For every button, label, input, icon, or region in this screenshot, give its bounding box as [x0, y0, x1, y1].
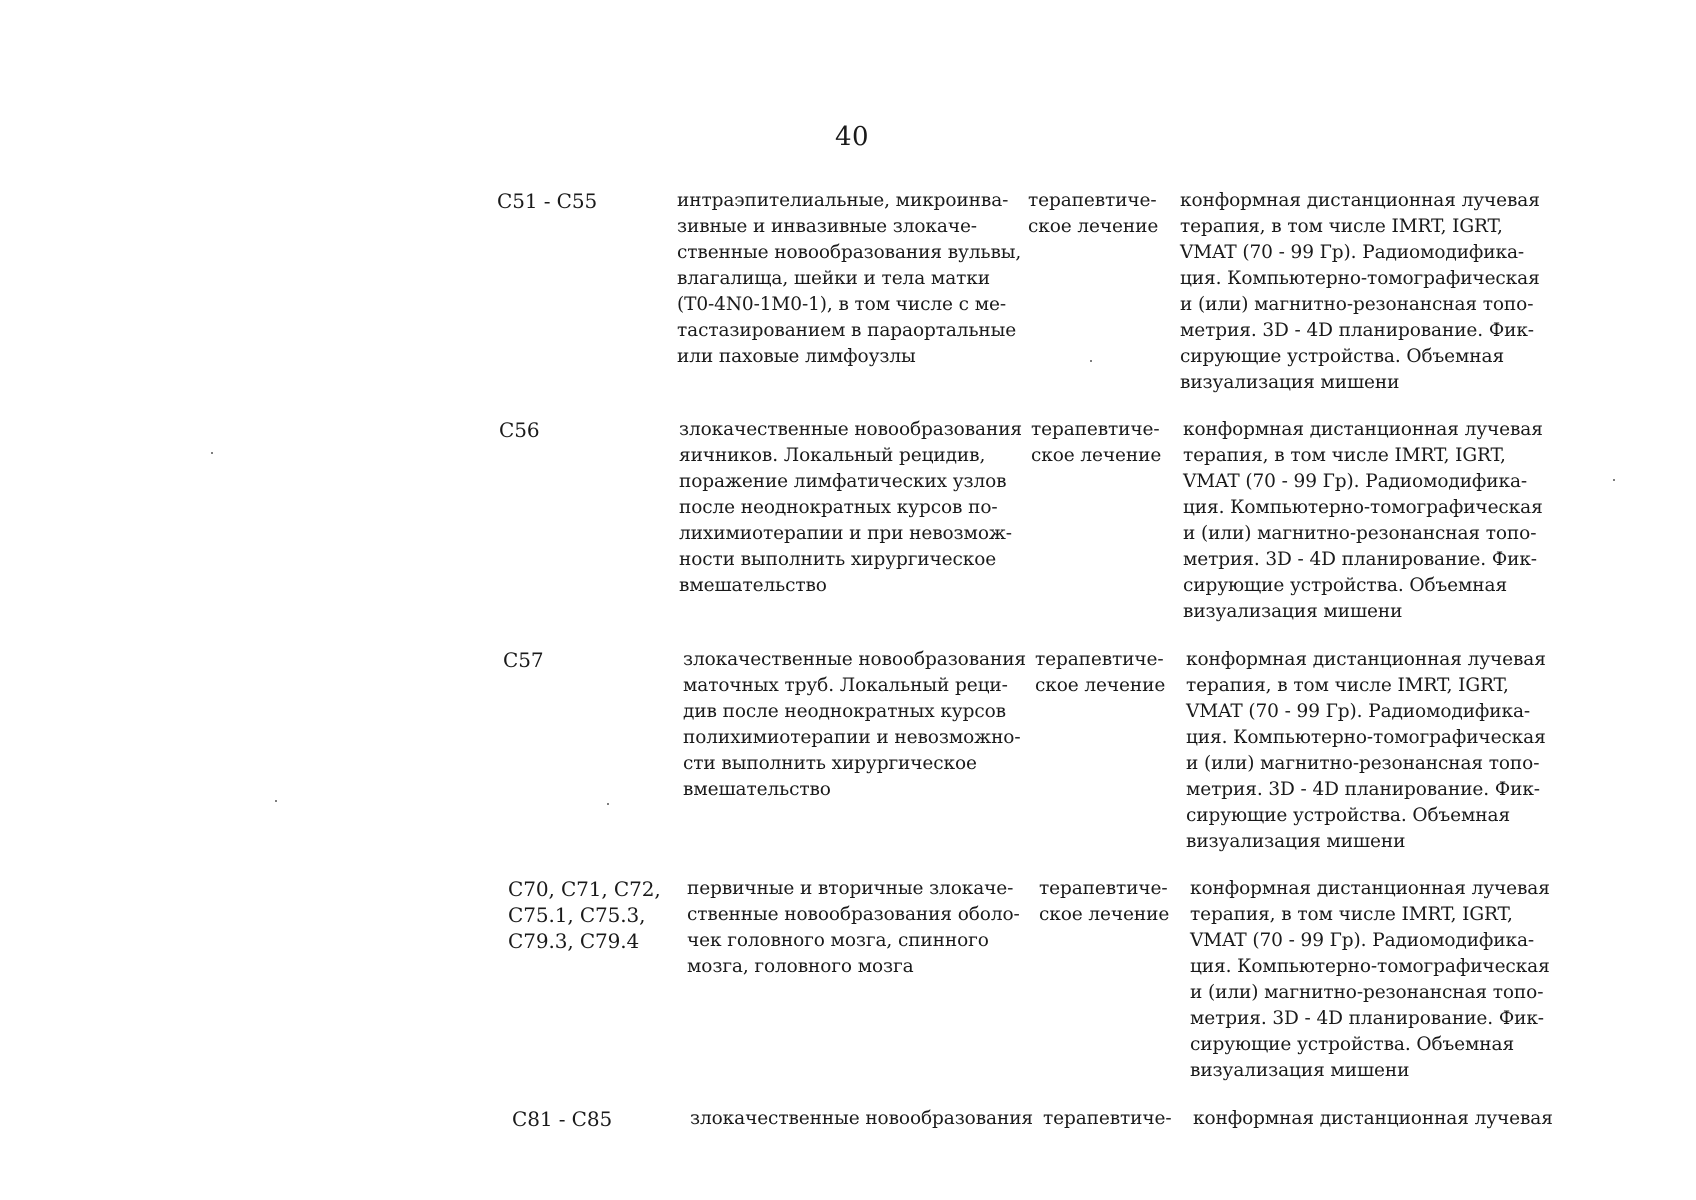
treatment-method-cell: конформная дистанционная лучевая терапия, в том числе IMRT, IGRT, VMAT (70 - 99 Гр). Радиомодифика- ция. Компьютерно-томографическая и (или) магнитно-резонансная топо- метрия. 3D - 4D планирование. Фик- сирующие устройства. Объемная визуализация мишени: [1190, 878, 1550, 1081]
icd-code-cell: C56: [499, 418, 540, 442]
page-number: 40: [835, 122, 870, 152]
treatment-type-cell: терапевтиче- ское лечение: [1039, 878, 1170, 925]
icd-code-cell: C51 - C55: [497, 189, 598, 213]
diagnosis-cell: злокачественные новообразования: [690, 1108, 1033, 1129]
diagnosis-cell: первичные и вторичные злокаче- ственные новообразования оболо- чек головного мозга, спинного мозга, головного мозга: [687, 878, 1020, 977]
scan-speck: [1613, 479, 1615, 481]
treatment-type-cell: терапевтиче-: [1043, 1108, 1172, 1129]
scan-speck: [211, 452, 213, 454]
diagnosis-cell: злокачественные новообразования маточных труб. Локальный реци- див после неоднократных курсов полихимиотерапии и невозможно- сти выполнить хирургическое вмешательство: [683, 649, 1026, 800]
icd-code-cell: C81 - C85: [512, 1107, 613, 1131]
treatment-type-cell: терапевтиче- ское лечение: [1028, 190, 1159, 237]
treatment-method-cell: конформная дистанционная лучевая терапия, в том числе IMRT, IGRT, VMAT (70 - 99 Гр). Радиомодифика- ция. Компьютерно-томографическая и (или) магнитно-резонансная топо- метрия. 3D - 4D планирование. Фик- сирующие устройства. Объемная визуализация мишени: [1186, 649, 1546, 852]
scan-speck: [607, 803, 609, 805]
treatment-method-cell: конформная дистанционная лучевая: [1193, 1108, 1553, 1129]
scan-speck: [275, 800, 277, 802]
icd-code-cell: C57: [503, 648, 544, 672]
icd-code-cell: C70, C71, C72, C75.1, C75.3, C79.3, C79.4: [508, 877, 661, 953]
scan-speck: [1090, 360, 1092, 362]
treatment-type-cell: терапевтиче- ское лечение: [1031, 419, 1162, 466]
treatment-method-cell: конформная дистанционная лучевая терапия, в том числе IMRT, IGRT, VMAT (70 - 99 Гр). Радиомодифика- ция. Компьютерно-томографическая и (или) магнитно-резонансная топо- метрия. 3D - 4D планирование. Фик- сирующие устройства. Объемная визуализация мишени: [1183, 419, 1543, 622]
diagnosis-cell: злокачественные новообразования яичников. Локальный рецидив, поражение лимфатических узлов после неоднократных курсов по- лихимиотерапии и при невозмож- ности выполнить хирургическое вмешательство: [679, 419, 1022, 596]
diagnosis-cell: интраэпителиальные, микроинва- зивные и инвазивные злокаче- ственные новообразования вульвы, влагалища, шейки и тела матки (Т0-4N0-1M0-1), в том числе с ме- тастазированием в параортальные или паховые лимфоузлы: [677, 190, 1022, 367]
treatment-method-cell: конформная дистанционная лучевая терапия, в том числе IMRT, IGRT, VMAT (70 - 99 Гр). Радиомодифика- ция. Компьютерно-томографическая и (или) магнитно-резонансная топо- метрия. 3D - 4D планирование. Фик- сирующие устройства. Объемная визуализация мишени: [1180, 190, 1540, 393]
treatment-type-cell: терапевтиче- ское лечение: [1035, 649, 1166, 696]
